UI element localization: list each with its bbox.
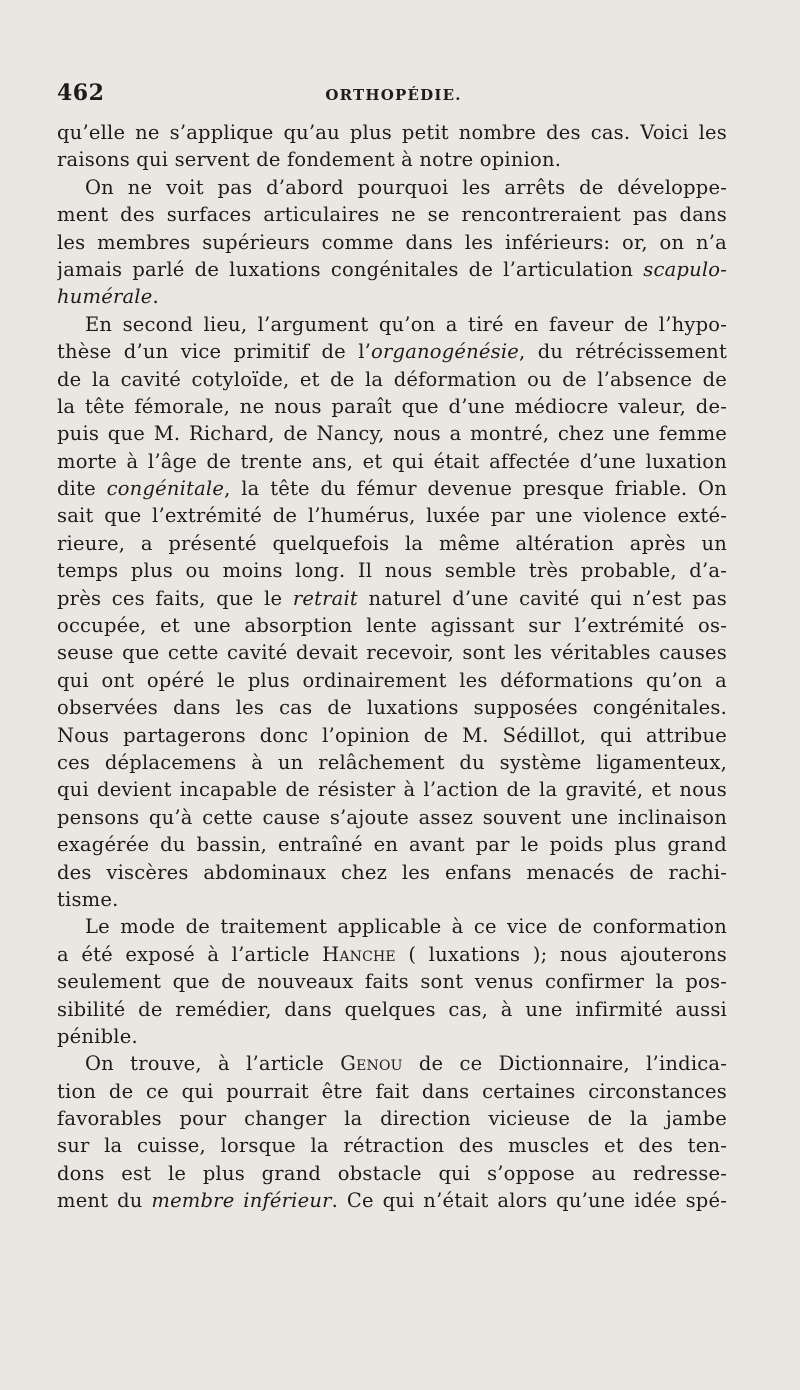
text-line: On ne voit pas d’abord pourquoi les arrêts de développe-	[85, 175, 727, 199]
text-line	[57, 256, 727, 283]
text-line: favorables pour changer la direction vicieuse de la jambe	[57, 1107, 727, 1131]
text-run: , du rétrécissement	[519, 340, 727, 364]
text-line	[57, 1050, 727, 1077]
text-line: ment des surfaces articulaires ne se rencontreraient pas dans	[57, 203, 727, 227]
text-line: En second lieu, l’argument qu’on a tiré en faveur de l’hypo-	[85, 312, 727, 336]
text-line: pénible.	[57, 1024, 138, 1048]
text-line: occupée, et une absorption lente agissant sur l’extrémité os-	[57, 614, 727, 638]
text-line: pensons qu’à cette cause s’ajoute assez souvent une inclinaison	[57, 805, 727, 829]
text-run: jamais parlé de luxations congénitales de l’articulation	[57, 257, 644, 281]
text-run: .	[152, 285, 159, 309]
text-line: qui devient incapable de résister à l’action de la gravité, et nous	[57, 778, 727, 802]
text-line: qui ont opéré le plus ordinairement les déformations qu’on a	[57, 668, 727, 692]
text-line: rieure, a présenté quelquefois la même altération après un	[57, 531, 727, 555]
text-line: dons est le plus grand obstacle qui s’oppose au redresse-	[57, 1161, 727, 1185]
text-line	[57, 1187, 727, 1214]
text-line	[57, 283, 727, 310]
text-line: Le mode de traitement applicable à ce vice de conformation	[85, 915, 727, 939]
text-run: . Ce qui n’était alors qu’une idée spé-	[331, 1189, 727, 1213]
text-line	[57, 941, 727, 968]
text-run: près ces faits, que le	[57, 586, 293, 610]
text-run: a été exposé à l’article	[57, 942, 323, 966]
italic-term: retrait	[292, 586, 358, 610]
text-line: ces déplacemens à un relâchement du système ligamenteux,	[57, 750, 727, 774]
text-line: observées dans les cas de luxations supposées congénitales.	[57, 696, 727, 720]
italic-term: membre inférieur	[151, 1189, 332, 1213]
text-line: les membres supérieurs comme dans les inférieurs: or, on n’a	[57, 230, 727, 254]
italic-term: humérale	[57, 285, 153, 309]
text-run: dite	[57, 477, 107, 501]
text-line: de la cavité cotyloïde, et de la déformation ou de l’absence de	[57, 367, 727, 391]
text-line: exagérée du bassin, entraîné en avant par le poids plus grand	[57, 833, 727, 857]
small-caps-term: Genou	[340, 1052, 403, 1076]
italic-term: congénitale	[106, 477, 225, 501]
text-line	[57, 585, 727, 612]
text-run: ( luxations ); nous ajouterons	[395, 942, 727, 966]
text-line: tion de ce qui pourrait être fait dans certaines circonstances	[57, 1079, 727, 1103]
text-line: seulement que de nouveaux faits sont venus confirmer la pos-	[57, 970, 727, 994]
text-line: raisons qui servent de fondement à notre opinion.	[57, 148, 562, 172]
running-head: ORTHOPÉDIE.	[325, 86, 462, 104]
text-line: sibilité de remédier, dans quelques cas, à une infirmité aussi	[57, 997, 727, 1021]
italic-term: organogénésie	[371, 340, 520, 364]
text-line: puis que M. Richard, de Nancy, nous a montré, chez une femme	[57, 422, 727, 446]
text-line: qu’elle ne s’applique qu’au plus petit nombre des cas. Voici les	[57, 121, 727, 144]
page-header	[57, 80, 730, 110]
text-run: ment du	[57, 1189, 152, 1213]
text-run: , la tête du fémur devenue presque friable. On	[224, 477, 727, 501]
text-line: tisme.	[57, 887, 119, 911]
text-line: la tête fémorale, ne nous paraît que d’une médiocre valeur, de-	[57, 394, 727, 418]
text-line: temps plus ou moins long. Il nous semble très probable, d’a-	[57, 559, 727, 583]
text-line: Nous partagerons donc l’opinion de M. Sédillot, qui attribue	[57, 723, 727, 747]
text-run: naturel d’une cavité qui n’est pas	[357, 586, 727, 610]
text-line	[57, 338, 727, 365]
text-run: On trouve, à l’article	[85, 1052, 341, 1076]
text-line	[57, 475, 727, 502]
small-caps-term: Hanche	[322, 942, 396, 966]
text-line: seuse que cette cavité devait recevoir, sont les véritables causes	[57, 641, 727, 665]
text-line: des viscères abdominaux chez les enfans menacés de rachi-	[57, 860, 727, 884]
text-run: de ce Dictionnaire, l’indica-	[402, 1052, 727, 1076]
italic-term: scapulo-	[643, 257, 727, 281]
text-line: sur la cuisse, lorsque la rétraction des muscles et des ten-	[57, 1134, 727, 1158]
body-text	[57, 119, 727, 1215]
page-number: 462	[57, 80, 105, 106]
text-run: thèse d’un vice primitif de l’	[57, 340, 372, 364]
text-line: morte à l’âge de trente ans, et qui était affectée d’une luxation	[57, 449, 727, 473]
text-line: sait que l’extrémité de l’humérus, luxée par une violence exté-	[57, 504, 727, 528]
